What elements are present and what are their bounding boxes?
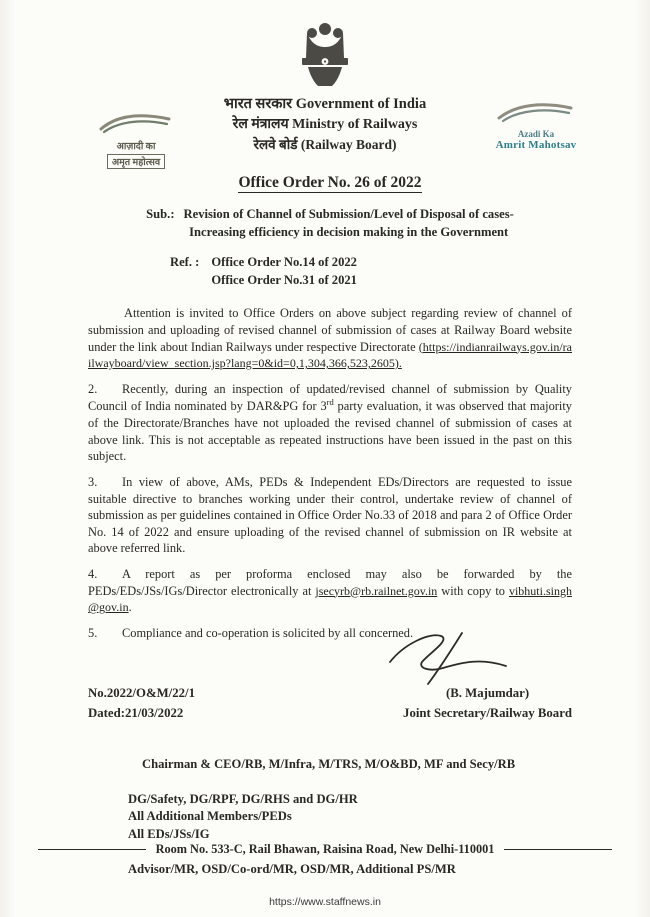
file-reference-block <box>88 684 195 724</box>
paragraph-number: 4. <box>88 566 98 581</box>
document-body <box>0 174 650 878</box>
paragraph-number: 5. <box>88 625 98 640</box>
source-url[interactable]: https://www.staffnews.in <box>269 896 381 908</box>
reference-line-1: Office Order No.14 of 2022 <box>211 254 357 269</box>
footer-rule-right <box>504 849 612 850</box>
subject-line-2: Increasing efficiency in decision making in the Government <box>189 225 509 240</box>
subject-label: Sub.: <box>146 207 175 221</box>
distribution-line-5: Advisor/MR, OSD/Co-ord/MR, OSD/MR, Additional PS/MR <box>128 861 456 876</box>
distribution-list <box>128 756 572 878</box>
azadi-hindi-line1: आज़ादी का <box>116 142 156 152</box>
paragraph-text: Compliance and co-operation is solicited by all concerned. <box>122 625 414 640</box>
distribution-line-4: All EDs/JSs/IG <box>128 826 210 841</box>
office-address-footer <box>38 842 612 857</box>
azadi-mahotsav-hindi-logo <box>86 112 186 170</box>
reference-lines <box>211 253 357 291</box>
distribution-group <box>128 791 572 844</box>
paragraph-text: with copy to <box>437 583 509 598</box>
file-date: Dated:21/03/2022 <box>88 706 184 721</box>
handwritten-signature-icon <box>384 628 512 693</box>
railway-board-url-link[interactable]: (https://indianrailways.gov.in/railwayboard/view_section.jsp?lang=0&id=0,1,304,366,523,2605). <box>88 339 572 371</box>
body-paragraph-1 <box>88 305 572 371</box>
paragraph-text: In view of above, AMs, PEDs & Independent EDs/Directors are requested to issue suitable directive to branches working under their control, undertake review of channel of submission as per guidelines contained in Office Order No.33 of 2018 and para 2 of Office Order No. 14 of 2022 and ensure uploading of the revised channel of submission on IR website at above referred link. <box>88 474 572 556</box>
paragraph-number: 2. <box>88 381 98 396</box>
ordinal-superscript: rd <box>326 397 334 408</box>
flag-swoosh-icon <box>495 111 577 128</box>
reference-label: Ref. : <box>170 254 200 269</box>
signature-area <box>88 650 572 684</box>
body-paragraph-2 <box>88 381 572 465</box>
office-order-title <box>88 174 572 192</box>
azadi-english-line1: Azadi Ka <box>517 129 555 139</box>
paragraph-text: Attention is invited to Office Orders on above subject regarding review of channel of submission and uploading of revised channel of submission of cases at Railway Board website under the link about Indian Railways under respective Directorate <box>88 306 572 354</box>
signatory-name: (B. Majumdar) <box>445 686 530 701</box>
ministry-line: रेल मंत्रालय Ministry of Railways <box>232 117 418 133</box>
jsecyrb-email-link[interactable]: jsecyrb@rb.railnet.gov.in <box>315 583 438 598</box>
page-header <box>0 0 650 172</box>
body-paragraph-3 <box>88 474 572 557</box>
signatory-designation: Joint Secretary/Railway Board <box>403 706 572 721</box>
file-number: No.2022/O&M/22/1 <box>88 686 195 701</box>
paragraph-number: 3. <box>88 474 98 489</box>
azadi-hindi-line2: अमृत महोत्सव <box>107 154 165 169</box>
paragraph-text: . <box>128 600 132 615</box>
govt-of-india-line: भारत सरकार Government of India <box>223 96 427 112</box>
subject-block <box>88 205 572 242</box>
reference-block <box>170 253 572 291</box>
office-address: Room No. 533-C, Rail Bhawan, Raisina Road, New Delhi-110001 <box>155 842 495 856</box>
paragraph-text: party evaluation, it was observed that majority of the Directorate/Branches have not uploaded the revised channel of submission of cases at above link. This is not acceptable as repeated instructions have been issued in the past on this subject. <box>88 399 572 464</box>
flag-swoosh-icon <box>97 121 175 138</box>
footer-rule-left <box>38 849 146 850</box>
distribution-line-1: Chairman & CEO/RB, M/Infra, M/TRS, M/O&BD, MF and Secy/RB <box>142 757 516 772</box>
body-paragraph-4 <box>88 566 572 616</box>
railway-board-line: रेलवे बोर्ड (Railway Board) <box>253 137 397 153</box>
office-order-title-text: Office Order No. 26 of 2022 <box>238 174 422 191</box>
reference-line-2: Office Order No.31 of 2021 <box>211 273 357 288</box>
subject-lines <box>184 205 514 242</box>
azadi-mahotsav-english-logo <box>484 100 588 151</box>
ashoka-emblem-icon <box>297 20 353 97</box>
distribution-line-3: All Additional Members/PEDs <box>128 809 292 824</box>
paragraph-text: A report as per proforma enclosed may also be forwarded by the PEDs/EDs/JSs/IGs/Director electronically at <box>88 566 572 598</box>
distribution-line-2: DG/Safety, DG/RPF, DG/RHS and DG/HR <box>128 791 358 806</box>
paragraph-text: Recently, during an inspection of updated/revised channel of submission by Quality Council of India nominated by DAR&PG for 3 <box>88 381 572 414</box>
subject-line-1: Revision of Channel of Submission/Level of Disposal of cases- <box>183 207 514 221</box>
vibhuti-email-link[interactable]: vibhuti.singh@gov.in <box>88 583 572 615</box>
azadi-english-line2: Amrit Mahotsav <box>495 139 577 151</box>
